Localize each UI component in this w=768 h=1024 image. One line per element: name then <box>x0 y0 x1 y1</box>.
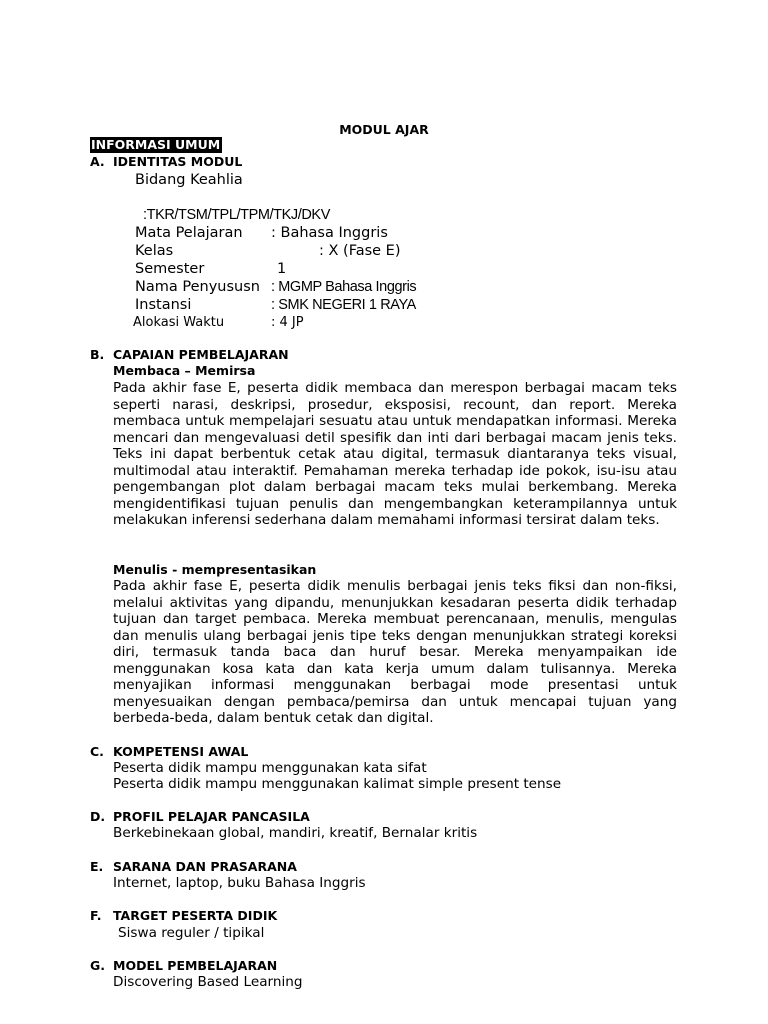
membaca-subtitle: Membaca – Memirsa <box>113 363 256 378</box>
kelas-value: : X (Fase E) <box>319 243 401 259</box>
kompetensi-line-2: Peserta didik mampu menggunakan kalimat simple present tense <box>113 776 562 792</box>
section-a-title: IDENTITAS MODUL <box>113 154 243 169</box>
sarana-text: Internet, laptop, buku Bahasa Inggris <box>113 875 366 891</box>
mata-pelajaran-value: : Bahasa Inggris <box>271 225 388 241</box>
penyusun-label: Nama Penyususn <box>135 279 260 295</box>
kelas-label: Kelas <box>135 243 174 259</box>
section-d-title: PROFIL PELAJAR PANCASILA <box>113 809 310 824</box>
profil-text: Berkebinekaan global, mandiri, kreatif, Bernalar kritis <box>113 825 478 841</box>
section-c-title: KOMPETENSI AWAL <box>113 744 249 759</box>
model-text: Discovering Based Learning <box>113 974 303 990</box>
section-b-title: CAPAIAN PEMBELAJARAN <box>113 347 289 362</box>
section-e-title: SARANA DAN PRASARANA <box>113 859 297 874</box>
section-c-letter: C. <box>90 744 104 759</box>
bidang-keahlian-value: :TKR/TSM/TPL/TPM/TKJ/DKV <box>143 207 330 223</box>
alokasi-waktu-value: : 4 JP <box>271 315 304 330</box>
section-a-letter: A. <box>90 154 105 169</box>
section-d-letter: D. <box>90 809 106 824</box>
instansi-value: : SMK NEGERI 1 RAYA <box>271 297 416 313</box>
instansi-label: Instansi <box>135 297 192 313</box>
menulis-paragraph: Pada akhir fase E, peserta didik menulis berbagai jenis teks fiksi dan non-fiksi, melalui aktivitas yang dipandu, menunjukkan kesadaran peserta didik terhadap tujuan dan target pembaca. Mereka membuat perencanaan, menulis, mengulas dan menulis ulang berbagai jenis tipe teks dengan menunjukkan strategi koreksi diri, termasuk tanda baca dan huruf besar. Mereka menyampaikan ide menggunakan kosa kata dan kata kerja umum dalam tulisannya. Mereka menyajikan informasi menggunakan berbagai mode presentasi untuk menyesuaikan dengan pembaca/pemirsa dan untuk mencapai tujuan yang berbeda-beda, dalam bentuk cetak dan digital. <box>113 578 677 726</box>
section-g-letter: G. <box>90 958 106 973</box>
penyusun-value: : MGMP Bahasa Inggris <box>271 279 417 295</box>
document-title: MODUL AJAR <box>339 122 429 137</box>
bidang-keahlian-label: Bidang Keahlia <box>135 172 243 188</box>
semester-label: Semester <box>135 261 205 277</box>
section-g-title: MODEL PEMBELAJARAN <box>113 958 278 973</box>
section-f-title: TARGET PESERTA DIDIK <box>113 908 278 923</box>
alokasi-waktu-label: Alokasi Waktu <box>133 315 225 330</box>
section-b-letter: B. <box>90 347 105 362</box>
target-text: Siswa reguler / tipikal <box>118 925 265 941</box>
membaca-paragraph: Pada akhir fase E, peserta didik membaca dan merespon berbagai macam teks seperti narasi, deskripsi, prosedur, eksposisi, recount, dan report. Mereka membaca untuk mempelajari sesuatu atau untuk mendapatkan informasi. Mereka mencari dan mengevaluasi detil spesifik dan inti dari berbagai macam jenis teks. Teks ini dapat berbentuk cetak atau digital, termasuk diantaranya teks visual, multimodal atau interaktif. Pemahaman mereka terhadap ide pokok, isu-isu atau pengembangan plot dalam berbagai macam teks mulai berkembang. Mereka mengidentifikasi tujuan penulis dan mengembangkan keterampilannya untuk melakukan inferensi sederhana dalam memahami informasi tersirat dalam teks. <box>113 380 677 528</box>
semester-value: 1 <box>277 261 287 277</box>
kompetensi-line-1: Peserta didik mampu menggunakan kata sifat <box>113 760 427 776</box>
mata-pelajaran-label: Mata Pelajaran <box>135 225 243 241</box>
menulis-subtitle: Menulis - mempresentasikan <box>113 562 317 577</box>
section-e-letter: E. <box>90 859 104 874</box>
section-banner: INFORMASI UMUM <box>91 137 221 152</box>
section-f-letter: F. <box>90 908 102 923</box>
